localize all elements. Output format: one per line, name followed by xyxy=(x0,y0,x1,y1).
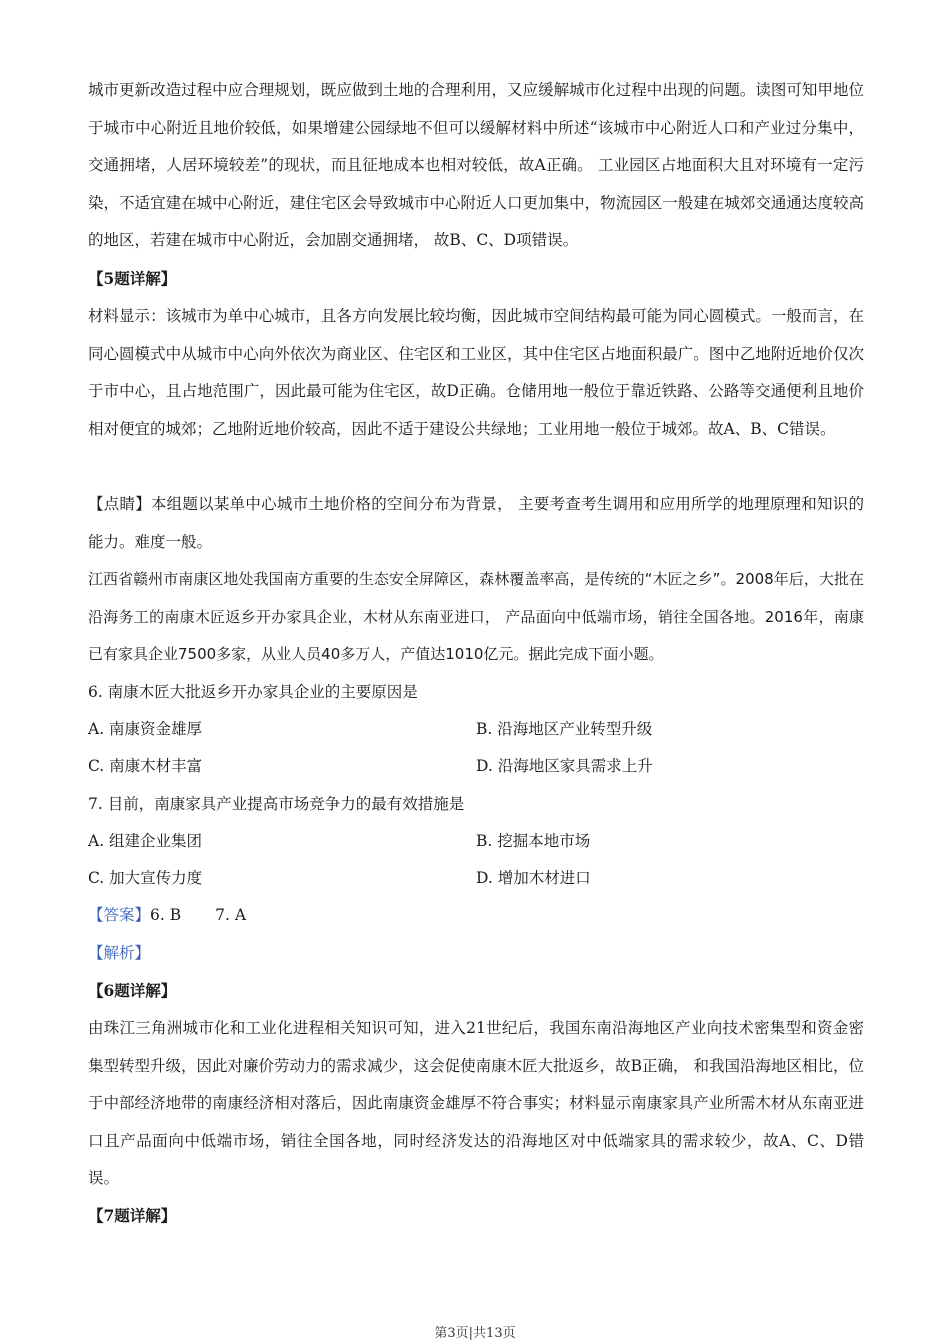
question-6-option-c: C. 南康木材丰富 xyxy=(88,757,203,775)
page-footer: 第3页|共13页 xyxy=(434,1326,516,1341)
answer-line xyxy=(88,897,246,935)
question-6-stem: 6. 南康木匠大批返乡开办家具企业的主要原因是 xyxy=(88,683,418,701)
answer-6: 6. B xyxy=(150,906,182,924)
question-7-option-d: D. 增加木材进口 xyxy=(476,869,591,887)
paragraph-q5-explanation: 材料显示：该城市为单中心城市，且各方向发展比较均衡，因此城市空间结构最可能为同心圆模式。一般而言，在同心圆模式中从城市中心向外依次为商业区、住宅区和工业区，其中住宅区占地面积最广。图中乙地附近地价仅次于市中心，且占地范围广，因此最可能为住宅区，故D正确。仓储用地一般位于靠近铁路、公路等交通便利且地价相对便宜的城郊；乙地附近地价较高，因此不适于建设公共绿地；工业用地一般位于城郊。故A、B、C错误。 xyxy=(88,307,864,438)
answer-label: 【答案】 xyxy=(88,906,151,924)
heading-q7-detail: 【7题详解】 xyxy=(88,1206,177,1225)
question-7-stem: 7. 目前，南康家具产业提高市场竞争力的最有效措施是 xyxy=(88,795,465,813)
answer-7: 7. A xyxy=(215,906,247,924)
question-6-option-b: B. 沿海地区产业转型升级 xyxy=(476,720,653,738)
heading-q5-detail: 【5题详解】 xyxy=(88,269,177,288)
paragraph-dianjing: 【点睛】本组题以某单中心城市土地价格的空间分布为背景， 主要考查考生调用和应用所学的地理原理和知识的能力。难度一般。 xyxy=(88,495,864,551)
question-7-option-c: C. 加大宣传力度 xyxy=(88,869,203,887)
heading-jiexi: 【解析】 xyxy=(88,944,151,962)
heading-q6-detail: 【6题详解】 xyxy=(88,981,177,1000)
paragraph-q6-explanation: 由珠江三角洲城市化和工业化进程相关知识可知，进入21世纪后，我国东南沿海地区产业向技术密集型和资金密集型转型升级，因此对廉价劳动力的需求减少，这会促使南康木匠大批返乡，故B正确， 和我国沿海地区相比，位于中部经济地带的南康经济相对落后，因此南康资金雄厚不符合事实；材料显示南康家具产业所需木材从东南亚进口且产品面向中低端市场，销往全国各地，同时经济发达的沿海地区对中低端家具的需求较少，故A、C、D错误。 xyxy=(88,1019,864,1188)
question-7-option-b: B. 挖掘本地市场 xyxy=(476,832,591,850)
question-7-option-a: A. 组建企业集团 xyxy=(88,832,203,850)
paragraph-material: 江西省赣州市南康区地处我国南方重要的生态安全屏障区，森林覆盖率高，是传统的“木匠之乡”。2008年后，大批在沿海务工的南康木匠返乡开办家具企业，木材从东南亚进口， 产品面向中低端市场，销往全国各地。2016年，南康已有家具企业7500多家，从业人员40多万人，产值达1010亿元。据此完成下面小题。 xyxy=(88,570,864,664)
paragraph-q4-explanation: 城市更新改造过程中应合理规划，既应做到土地的合理利用，又应缓解城市化过程中出现的问题。读图可知甲地位于城市中心附近且地价较低，如果增建公园绿地不但可以缓解材料中所述“该城市中心附近人口和产业过分集中，交通拥堵，人居环境较差”的现状，而且征地成本也相对较低，故A正确。 工业园区占地面积大且对环境有一定污染，不适宜建在城中心附近，建住宅区会导致城市中心附近人口更加集中，物流园区一般建在城郊交通通达度较高的地区，若建在城市中心附近，会加剧交通拥堵， 故B、C、D项错误。 xyxy=(88,81,864,250)
question-6-option-d: D. 沿海地区家具需求上升 xyxy=(476,757,653,775)
question-6-option-a: A. 南康资金雄厚 xyxy=(88,720,203,738)
